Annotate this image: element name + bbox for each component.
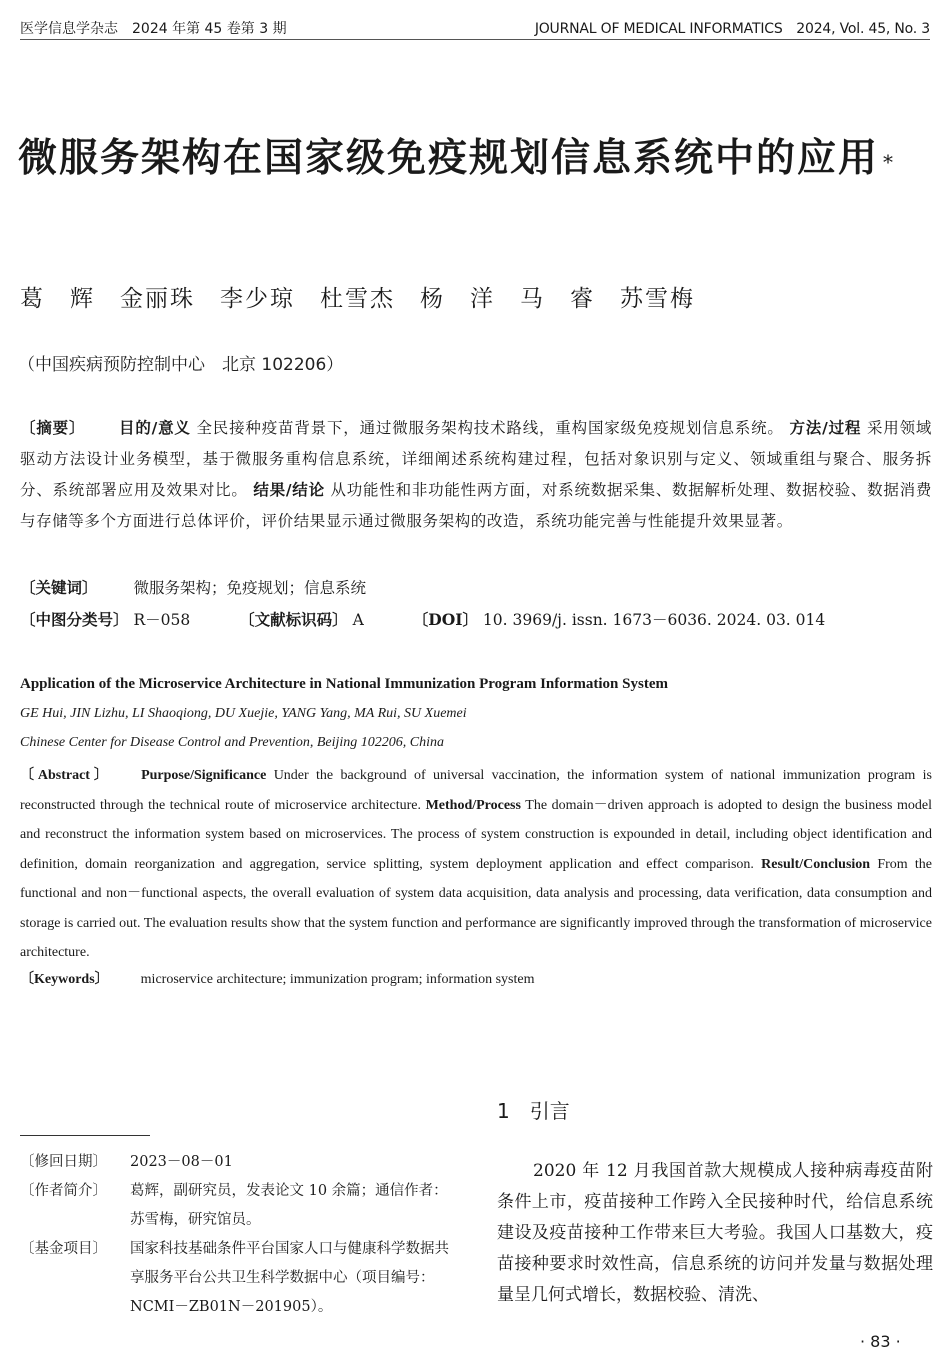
section-number: 1: [497, 1099, 510, 1123]
en-result-text: From the functional and non－functional aspects, the overall evaluation of system data acquisition, data analysis and processing, data verification, data consumption and storage is carried out. The evaluation results show that the system function and performance are significantly improved through the transformation of microservice architecture.: [20, 856, 932, 960]
running-head: [20, 18, 930, 40]
en-authors: GE Hui, JIN Lizhu, LI Shaoqiong, DU Xuejie, YANG Yang, MA Rui, SU Xuemei: [20, 706, 467, 721]
en-purpose-label: Purpose/Significance: [141, 768, 267, 783]
footnote-value: 2023－08－01: [130, 1154, 233, 1170]
cn-result-label: 结果/结论: [253, 481, 325, 499]
footnote-label: 〔修回日期〕: [20, 1154, 107, 1170]
footnote-label: 〔作者简介〕: [20, 1183, 107, 1199]
footnote-label: 〔基金项目〕: [20, 1241, 107, 1257]
cn-method-text: 采用领域驱动方法设计业务模型，基于微服务重构信息系统，详细阐述系统构建过程，包括对象识别与定义、领域重组与聚合、服务拆分、系统部署应用及效果对比。: [20, 419, 933, 499]
cn-abstract-label: 〔摘要〕: [20, 419, 86, 437]
journal-issue-cn: 医学信息学杂志 2024 年第 45 卷第 3 期: [20, 21, 287, 37]
en-keywords-value: microservice architecture; immunization program; information system: [140, 972, 535, 987]
en-keywords-label: 〔Keywords〕: [20, 972, 109, 987]
footnote-revised-date: [20, 1148, 460, 1177]
cn-purpose-label: 目的/意义: [119, 419, 191, 437]
en-title: Application of the Microservice Architecture in National Immunization Program Information System: [20, 676, 668, 692]
cn-keywords-value: 微服务架构；免疫规划；信息系统: [133, 579, 367, 597]
en-method-label: Method/Process: [425, 797, 521, 813]
doc-code-label: 〔文献标识码〕: [239, 611, 348, 629]
clc-label: 〔中图分类号〕: [20, 611, 129, 629]
journal-issue-en: JOURNAL OF MEDICAL INFORMATICS 2024, Vol. 45, No. 3: [534, 21, 930, 37]
title-footnote-mark: *: [883, 150, 896, 174]
en-abstract: [20, 761, 932, 968]
en-keywords: [20, 968, 535, 988]
classification-line: [20, 608, 932, 630]
doc-code-value: A: [352, 611, 364, 629]
en-method-text: The domain－driven approach is adopted to design the business model and reconstruct the information system based on microservices. The process of system construction is expounded in detail, including object identification and definition, domain reorganization and aggregation, service splitting, system deployment application and effect comparison.: [20, 797, 933, 872]
footnote-value: 葛辉，副研究员，发表论文 10 余篇；通信作者：苏雪梅，研究馆员。: [130, 1183, 448, 1228]
cn-method-label: 方法/过程: [789, 419, 862, 437]
doi-value[interactable]: 10. 3969/j. issn. 1673－6036. 2024. 03. 014: [482, 611, 826, 629]
page-number: · 83 ·: [860, 1332, 901, 1351]
cn-keywords-label: 〔关键词〕: [20, 579, 98, 597]
clc-value: R－058: [133, 611, 191, 629]
footnote-author-bio: [20, 1177, 460, 1235]
en-affiliation: Chinese Center for Disease Control and Prevention, Beijing 102206, China: [20, 735, 444, 750]
affiliation: （中国疾病预防控制中心 北京 102206）: [18, 355, 344, 375]
footnote-value: 国家科技基础条件平台国家人口与健康科学数据共享服务平台公共卫生科学数据中心（项目编号：NCMI－ZB01N－201905）。: [130, 1241, 449, 1315]
section-body: 2020 年 12 月我国首款大规模成人接种病毒疫苗附条件上市，疫苗接种工作跨入全民接种时代，给信息系统建设及疫苗接种工作带来巨大考验。我国人口基数大，疫苗接种要求时效性高，信息系统的访问并发量与数据处理量呈几何式增长，数据校验、清洗、: [497, 1161, 933, 1305]
en-abstract-label: 〔Abstract〕: [20, 768, 112, 783]
doi-label-close: 〕: [462, 611, 478, 629]
footnote-divider: [20, 1135, 150, 1136]
cn-keywords: [20, 576, 366, 598]
paper-title: [18, 130, 938, 186]
footnote-funding: [20, 1235, 460, 1322]
cn-abstract: [20, 413, 932, 537]
cn-purpose-text: 全民接种疫苗背景下，通过微服务架构技术路线，重构国家级免疫规划信息系统。: [196, 419, 784, 437]
cn-result-text: 从功能性和非功能性两方面，对系统数据采集、数据解析处理、数据校验、数据消费与存储等多个方面进行总体评价，评价结果显示通过微服务架构的改造，系统功能完善与性能提升效果显著。: [20, 481, 933, 530]
author-list: 葛 辉 金丽珠 李少琼 杜雪杰 杨 洋 马 睿 苏雪梅: [20, 286, 695, 312]
en-result-label: Result/Conclusion: [761, 856, 871, 872]
section-title: 引言: [529, 1099, 570, 1123]
footnotes: [20, 1148, 460, 1322]
paper-title-text: 微服务架构在国家级免疫规划信息系统中的应用: [18, 135, 880, 181]
section-heading: [497, 1095, 570, 1124]
doi-label-open: 〔: [412, 611, 429, 629]
doi-label: DOI: [428, 610, 463, 629]
en-purpose-text: Under the background of universal vaccination, the information system of national immunization program is reconstructed through the technical route of microservice architecture.: [20, 768, 933, 813]
